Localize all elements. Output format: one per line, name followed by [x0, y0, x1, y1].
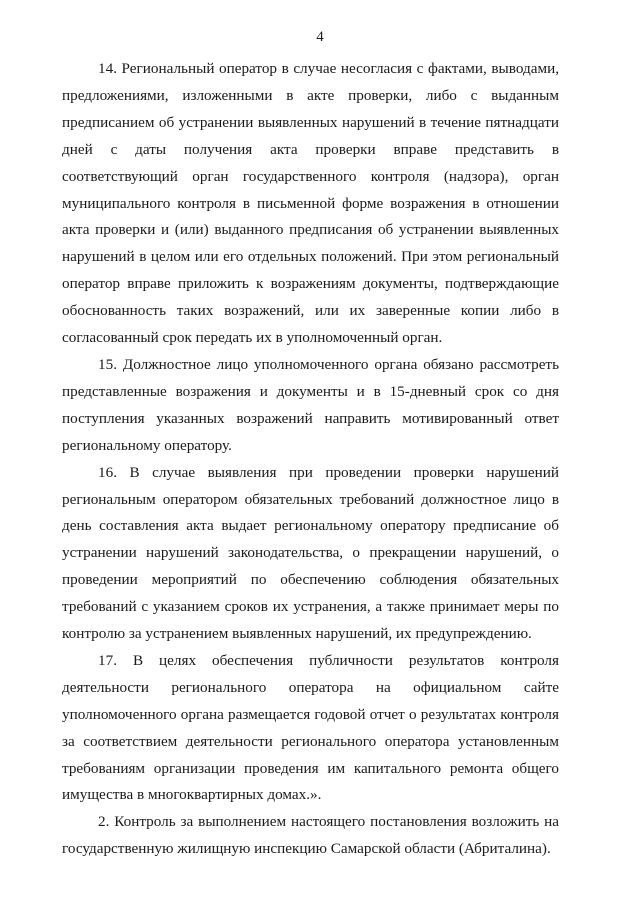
paragraph-control: 2. Контроль за выполнением настоящего постановления возложить на государственную жилищную инспекцию Самарской области (Абриталина). — [62, 813, 559, 858]
document-body — [62, 56, 559, 863]
page-number: 4 — [316, 29, 324, 45]
paragraph-17: 17. В целях обеспечения публичности результатов контроля деятельности регионального оператора на официальном сайте уполномоченного органа размещается годовой отчет о результатах контроля за соответствием деятельности регионального оператора установленным требованиям организации проведения им капитального ремонта общего имущества в многоквартирных домах.». — [62, 651, 559, 804]
paragraph-14: 14. Региональный оператор в случае несогласия с фактами, выводами, предложениями, изложенными в акте проверки, либо с выданным предписанием об устранении выявленных нарушений в течение пятнадцати дней с даты получения акта проверки вправе представить в соответствующий орган государственного контроля (надзора), орган муниципального контроля в письменной форме возражения в отношении акта проверки и (или) выданного предписания об устранении выявленных нарушений в целом или его отдельных положений. При этом региональный оператор вправе приложить к возражениям документы, подтверждающие обоснованность таких возражений, или их заверенные копии либо в согласованный срок передать их в уполномоченный орган. — [62, 60, 559, 347]
paragraph-16: 16. В случае выявления при проведении проверки нарушений региональным оператором обязательных требований должностное лицо в день составления акта выдает региональному оператору предписание об устранении нарушений законодательства, о прекращении нарушений, о проведении мероприятий по обеспечению соблюдения обязательных требований с указанием сроков их устранения, а также принимает меры по контролю за устранением выявленных нарушений, их предупреждению. — [62, 463, 559, 643]
paragraph-15: 15. Должностное лицо уполномоченного органа обязано рассмотреть представленные возражения и документы и в 15-дневный срок со дня поступления указанных возражений направить мотивированный ответ региональному оператору. — [62, 355, 559, 454]
